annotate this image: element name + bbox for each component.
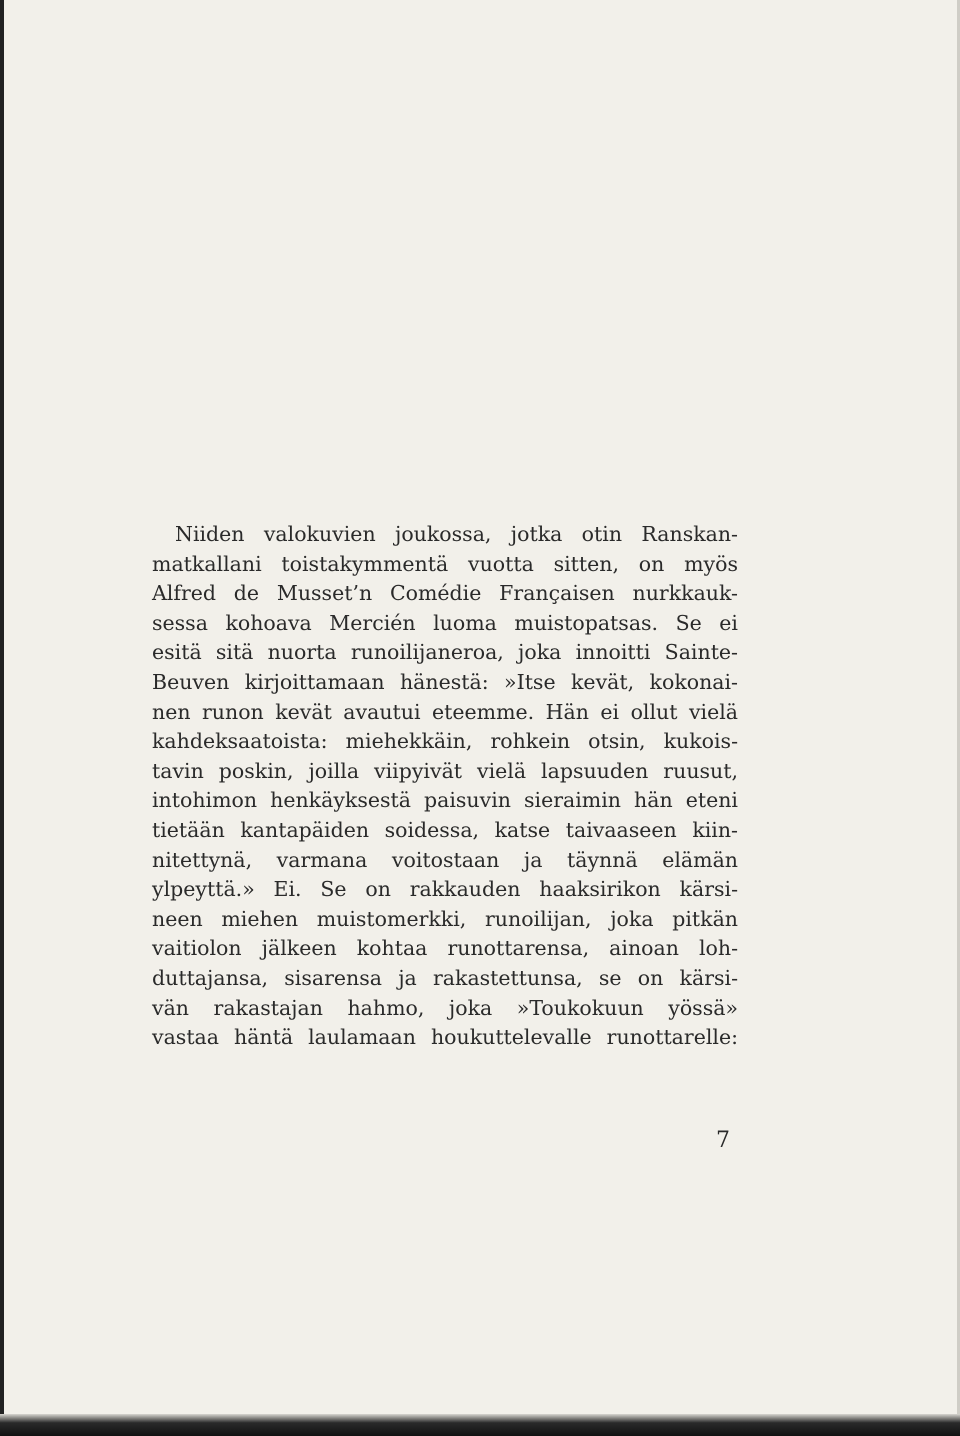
- text-line: Alfred de Musset’n Comédie Françaisen nurkkauk-: [152, 581, 738, 606]
- text-line: Niiden valokuvien joukossa, jotka otin Ranskan-: [175, 522, 738, 546]
- text-line: vaitiolon jälkeen kohtaa runottarensa, ainoan loh-: [152, 936, 738, 961]
- text-line: vastaa häntä laulamaan houkuttelevalle runottarelle:: [152, 1025, 738, 1050]
- text-line: kahdeksaatoista: miehekkäin, rohkein otsin, kukois-: [152, 729, 738, 754]
- text-line: duttajansa, sisarensa ja rakastettunsa, se on kärsi-: [152, 965, 738, 990]
- text-line: Beuven kirjoittamaan hänestä: »Itse kevät, kokonai-: [152, 669, 738, 694]
- scan-edge-left: [0, 0, 4, 1436]
- text-line: neen miehen muistomerkki, runoilijan, joka pitkän: [152, 906, 738, 931]
- text-line: esitä sitä nuorta runoilijaneroa, joka innoitti Sainte-: [152, 640, 738, 665]
- body-paragraph: [152, 520, 738, 1053]
- text-line: sessa kohoava Mercién luoma muistopatsas. Se ei: [152, 610, 738, 635]
- text-line: ylpeyttä.» Ei. Se on rakkauden haaksirikon kärsi-: [152, 877, 738, 902]
- text-line: nitettynä, varmana voitostaan ja täynnä elämän: [152, 847, 738, 872]
- scan-edge-bottom: [0, 1414, 960, 1436]
- text-line: matkallani toistakymmentä vuotta sitten, on myös: [152, 551, 738, 576]
- page-number: 7: [716, 1128, 730, 1153]
- text-line: nen runon kevät avautui eteemme. Hän ei ollut vielä: [152, 699, 738, 724]
- text-line: vän rakastajan hahmo, joka »Toukokuun yössä»: [152, 995, 738, 1020]
- text-line: intohimon henkäyksestä paisuvin sieraimin hän eteni: [152, 788, 738, 813]
- text-line: tavin poskin, joilla viipyivät vielä lapsuuden ruusut,: [152, 758, 738, 783]
- text-line: tietään kantapäiden soidessa, katse taivaaseen kiin-: [152, 817, 738, 842]
